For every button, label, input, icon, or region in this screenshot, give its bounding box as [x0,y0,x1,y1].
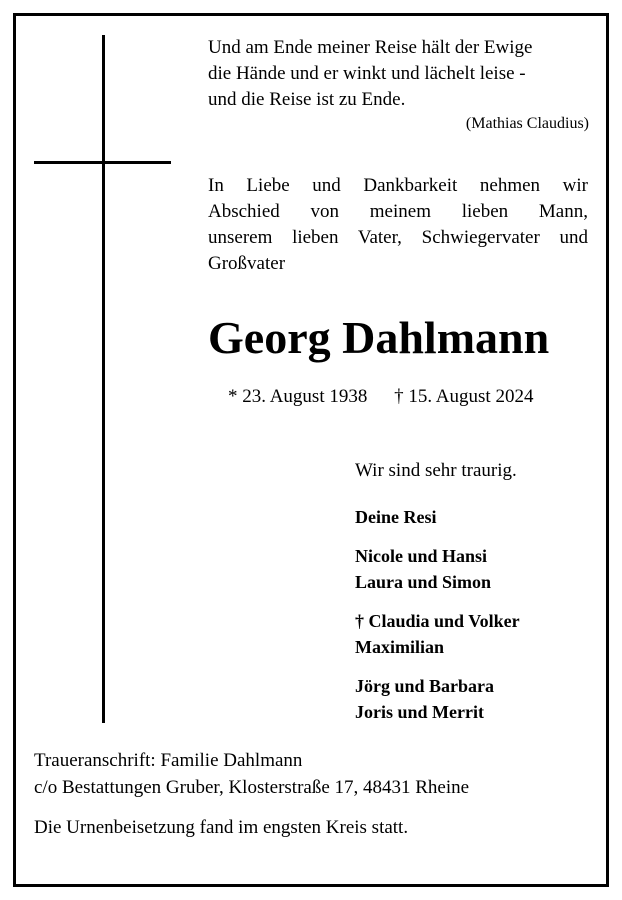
mourner-name: Deine Resi [355,507,437,527]
mourner-name: Nicole und Hansi [355,546,488,566]
farewell-line: Abschied von meinem lieben Mann, [208,201,588,222]
mourner-name: Jörg und Barbara [355,676,495,696]
condolence-address: Traueranschrift: Familie Dahlmann [34,750,303,771]
cross-icon [102,35,105,723]
life-dates [228,384,533,410]
condolence-address: c/o Bestattungen Gruber, Klosterstraße 17, 48431 Rheine [34,777,470,798]
mourner-name: Joris und Merrit [355,702,484,722]
burial-note: Die Urnenbeisetzung fand im engsten Kreis statt. [34,817,409,838]
farewell-line: unserem lieben Vater, Schwiegervater und [208,227,588,248]
poem-attribution: (Mathias Claudius) [465,115,589,132]
mourner-name: Maximilian [355,637,444,657]
death-date: † 15. August 2024 [394,386,534,407]
farewell-text [208,173,588,277]
poem-line: die Hände und er winkt und lächelt leise - [208,63,526,84]
mourners-intro: Wir sind sehr traurig. [355,460,517,481]
farewell-line: Großvater [208,253,286,274]
mourners [355,458,595,738]
mourner-group [355,608,595,660]
mourner-name: † Claudia und Volker [355,611,520,631]
cross-icon-beam [34,161,171,164]
poem-line: und die Reise ist zu Ende. [208,89,406,110]
poem [208,35,590,113]
farewell-line: In Liebe und Dankbarkeit nehmen wir [208,175,588,196]
footer [34,747,594,841]
poem-line: Und am Ende meiner Reise hält der Ewige [208,37,533,58]
mourner-group [355,504,595,530]
birth-date: * 23. August 1938 [228,386,368,407]
mourner-group [355,673,595,725]
mourner-name: Laura und Simon [355,572,492,592]
mourner-group [355,543,595,595]
deceased-name: Georg Dahlmann [208,312,550,363]
